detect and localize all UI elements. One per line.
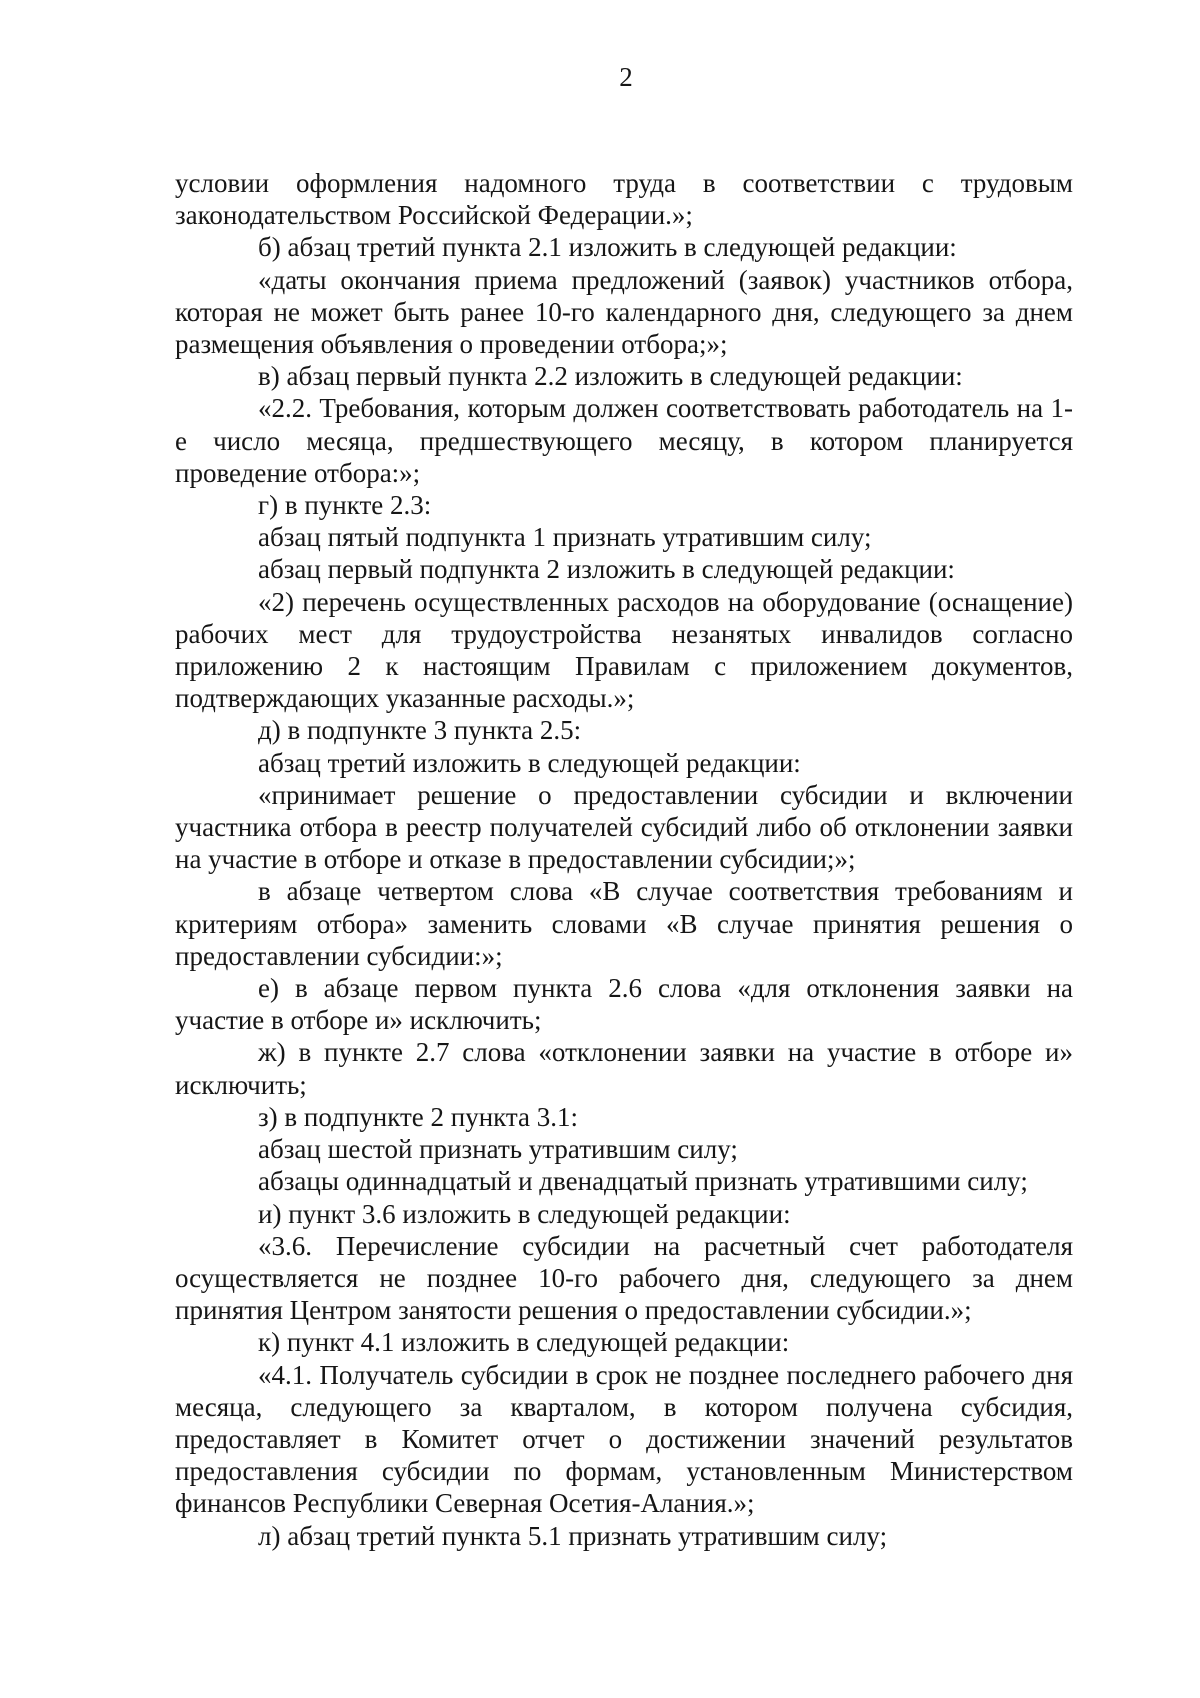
paragraph: з) в подпункте 2 пункта 3.1:: [258, 1101, 579, 1132]
paragraph: г) в пункте 2.3:: [258, 490, 432, 521]
paragraph: «принимает решение о предоставлении субсидии и включении участника отбора в реестр получателей субсидий либо об отклонении заявки на участие в отборе и отказе в предоставлении субсидии;»;: [175, 779, 1073, 875]
paragraph: ж) в пункте 2.7 слова «отклонении заявки на участие в отборе и» исключить;: [175, 1037, 1073, 1100]
paragraph: «2.2. Требования, которым должен соответствовать работодатель на 1-е число месяца, предшествующего месяцу, в котором планируется проведение отбора:»;: [175, 393, 1073, 488]
paragraph: условии оформления надомного труда в соответствии с трудовым законодательством Российской Федерации.»;: [175, 168, 1073, 231]
page-number: 2: [619, 62, 633, 92]
paragraph: абзац первый подпункта 2 изложить в следующей редакции:: [258, 554, 955, 585]
document-body: [175, 167, 1073, 1552]
paragraph: к) пункт 4.1 изложить в следующей редакции:: [258, 1327, 790, 1358]
paragraph: л) абзац третий пункта 5.1 признать утратившим силу;: [258, 1520, 888, 1551]
paragraph: б) абзац третий пункта 2.1 изложить в следующей редакции:: [258, 232, 957, 263]
paragraph: абзац третий изложить в следующей редакции:: [258, 747, 801, 778]
paragraph: «4.1. Получатель субсидии в срок не позднее последнего рабочего дня месяца, следующего за кварталом, в котором получена субсидия, предоставляет в Комитет отчет о достижении значений результатов предоставления субсидии по формам, установленным Министерством финансов Республики Северная Осетия-Алания.»;: [175, 1359, 1073, 1519]
paragraph: д) в подпункте 3 пункта 2.5:: [258, 715, 582, 746]
paragraph: абзацы одиннадцатый и двенадцатый признать утратившими силу;: [258, 1166, 1028, 1197]
paragraph: «3.6. Перечисление субсидии на расчетный счет работодателя осуществляется не позднее 10-го рабочего дня, следующего за днем принятия Центром занятости решения о предоставлении субсидии.»;: [175, 1230, 1073, 1326]
paragraph: и) пункт 3.6 изложить в следующей редакции:: [258, 1198, 791, 1229]
paragraph: «даты окончания приема предложений (заявок) участников отбора, которая не может быть ранее 10-го календарного дня, следующего за днем размещения объявления о проведении отбора;»;: [175, 264, 1073, 360]
paragraph: в) абзац первый пункта 2.2 изложить в следующей редакции:: [258, 361, 963, 392]
paragraph: «2) перечень осуществленных расходов на оборудование (оснащение) рабочих мест для трудоустройства незанятых инвалидов согласно приложению 2 к настоящим Правилам с приложением документов, подтверждающих указанные расходы.»;: [175, 586, 1073, 714]
paragraph: абзац шестой признать утратившим силу;: [258, 1134, 738, 1165]
paragraph: е) в абзаце первом пункта 2.6 слова «для отклонения заявки на участие в отборе и» исключить;: [175, 973, 1073, 1036]
paragraph: в абзаце четвертом слова «В случае соответствия требованиям и критериям отбора» заменить словами «В случае принятия решения о предоставлении субсидии:»;: [175, 876, 1073, 971]
paragraph: абзац пятый подпункта 1 признать утратившим силу;: [258, 522, 872, 553]
